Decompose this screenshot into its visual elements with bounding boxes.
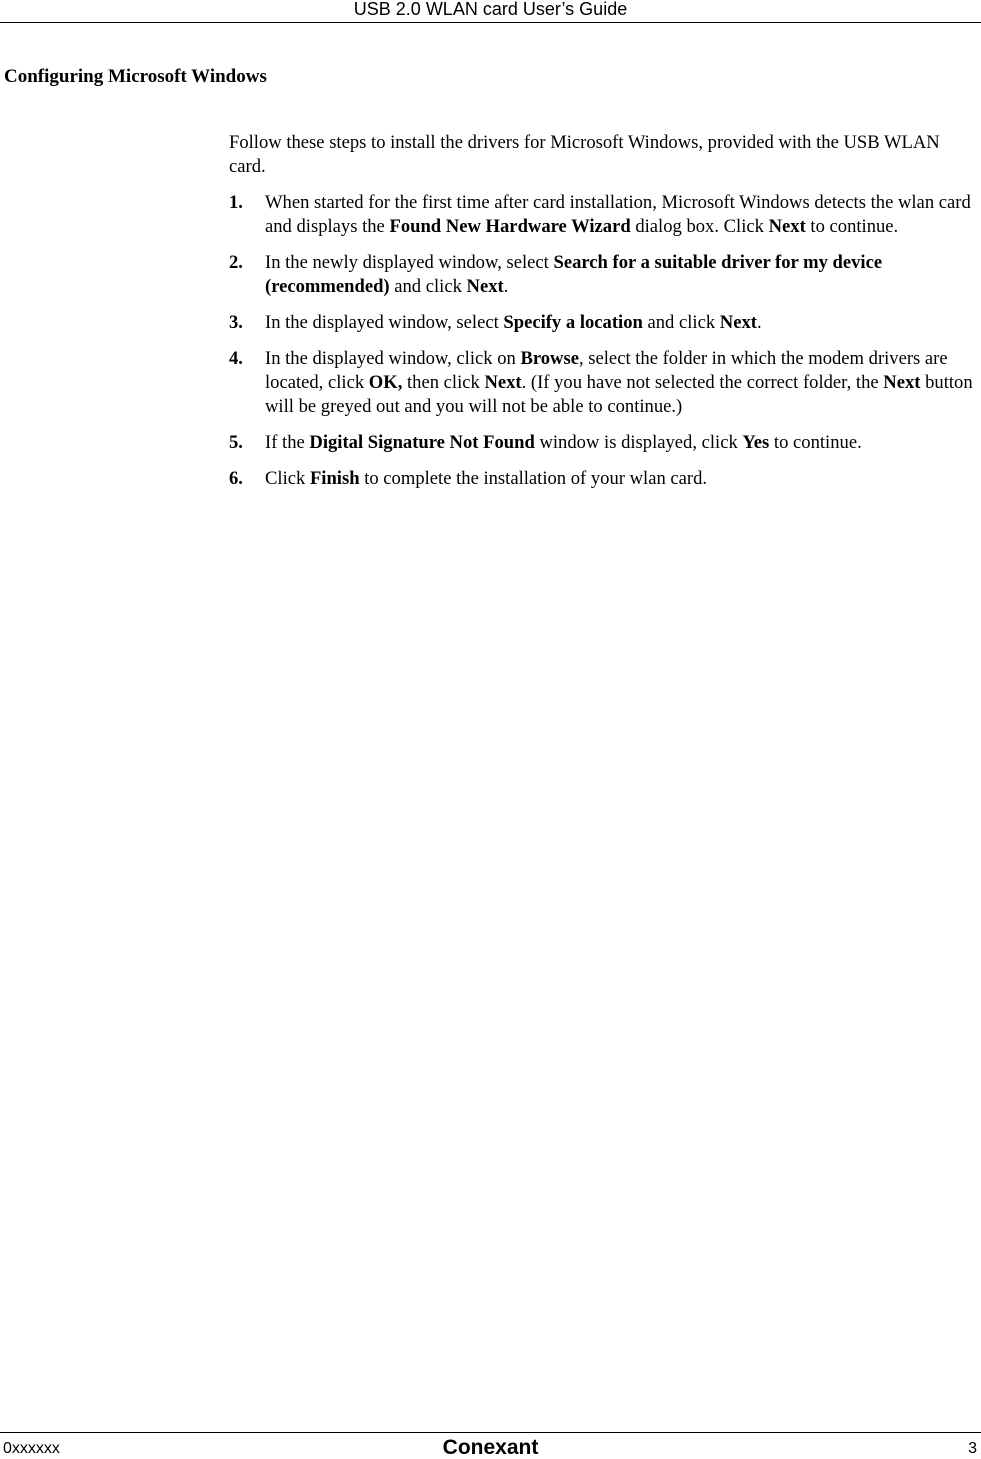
step-emphasis: Digital Signature Not Found [309,432,535,453]
page-number: 3 [968,1440,977,1457]
step-emphasis: Next [883,372,921,393]
step-emphasis: Yes [742,432,770,453]
step-emphasis: Finish [309,468,360,489]
installation-steps-list [229,191,974,491]
step-number: 2. [229,252,243,273]
step-emphasis: Next [466,276,504,297]
section-heading: Configuring Microsoft Windows [4,66,267,87]
step-item [229,431,974,455]
step-text-run: to continue. [805,216,899,237]
step-text-run: If the [265,432,310,453]
step-text-run: and click [389,276,467,297]
step-item [229,191,974,239]
page-footer [0,1432,981,1458]
step-emphasis: Browse [520,348,579,369]
step-item [229,311,974,335]
step-text [265,251,974,299]
step-emphasis: Specify a location [503,312,643,333]
step-text-run: In the displayed window, click on [265,348,521,369]
step-emphasis: Search for a suitable driver for my device (recommended) [265,252,883,297]
step-emphasis: Next [719,312,757,333]
step-text-run: window is displayed, click [534,432,743,453]
step-text [265,191,974,239]
step-item [229,347,974,419]
step-text-run: dialog box. Click [630,216,769,237]
step-text [265,431,974,455]
step-text-run: button will be greyed out and you will not be able to continue.) [265,372,973,417]
step-text-run: . [756,312,762,333]
step-text-run: to continue. [769,432,862,453]
step-number: 3. [229,312,243,333]
page-header [0,0,981,23]
step-text-run: and click [642,312,720,333]
step-text [265,347,974,419]
step-number: 5. [229,432,243,453]
step-text [265,467,974,491]
step-item [229,251,974,299]
document-title: USB 2.0 WLAN card User’s Guide [353,0,628,19]
company-name: Conexant [442,1436,539,1459]
step-text [265,311,974,335]
step-emphasis: Found New Hardware Wizard [389,216,631,237]
step-number: 1. [229,192,243,213]
step-emphasis: Next [768,216,806,237]
step-text-run: Click [265,468,310,489]
document-number: 0xxxxxx [3,1440,60,1457]
step-text-run: . (If you have not selected the correct folder, the [521,372,884,393]
body-content [229,131,974,503]
step-text-run: When started for the first time after card installation, Microsoft Windows detects the wlan card and displays the [265,192,971,237]
step-emphasis: Next [484,372,522,393]
step-number: 6. [229,468,243,489]
step-item [229,467,974,491]
step-text-run: then click [402,372,485,393]
step-text-run: to complete the installation of your wlan card. [359,468,708,489]
intro-paragraph: Follow these steps to install the drivers for Microsoft Windows, provided with the USB WLAN card. [229,132,940,177]
step-text-run: In the newly displayed window, select [265,252,554,273]
step-number: 4. [229,348,243,369]
step-text-run: In the displayed window, select [265,312,504,333]
step-text-run: . [503,276,509,297]
step-text-run: , select the folder in which the modem drivers are located, click [265,348,948,393]
step-emphasis: OK, [368,372,403,393]
